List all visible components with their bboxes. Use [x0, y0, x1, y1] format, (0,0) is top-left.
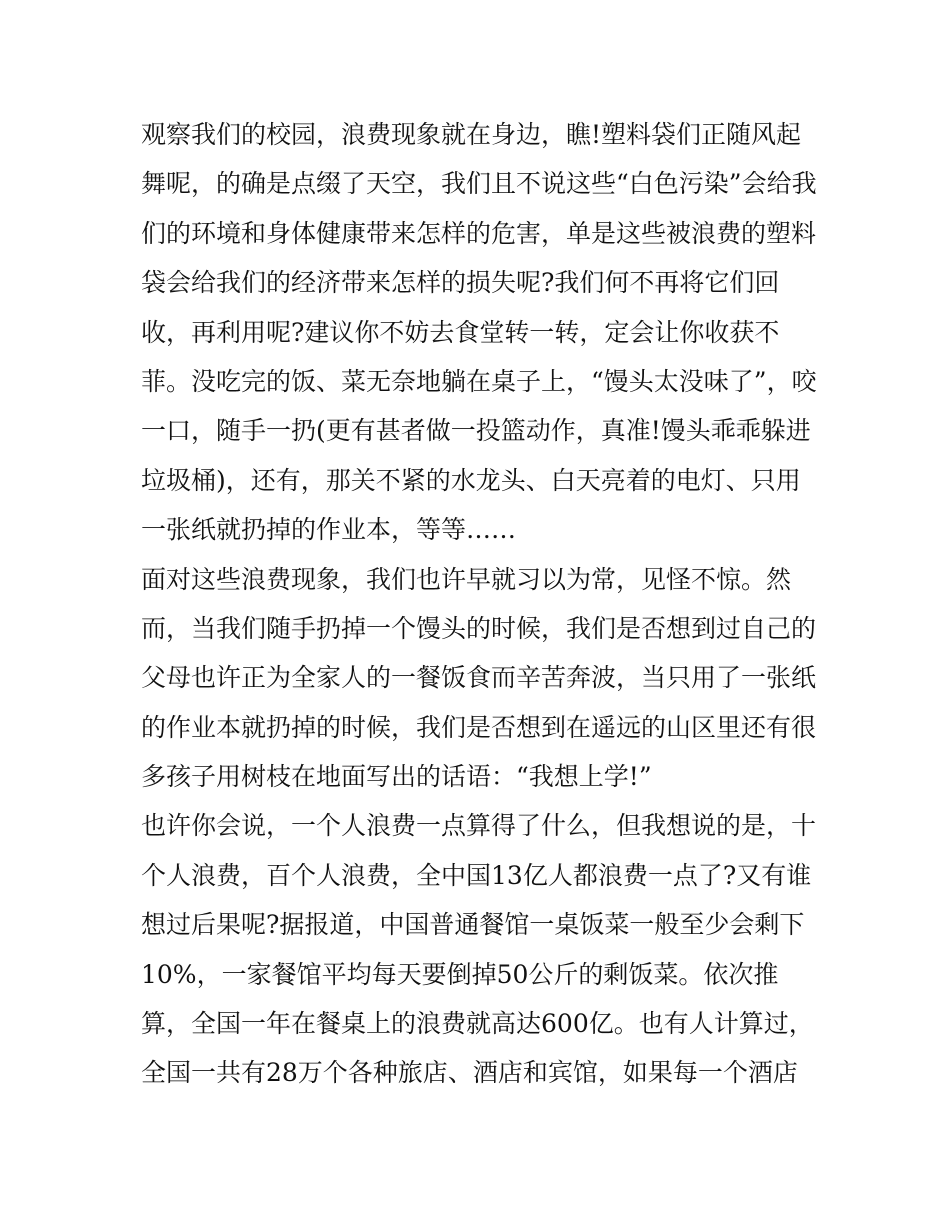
- text-line: 10%，一家餐馆平均每天要倒掉50公斤的剩饭菜。依次推: [141, 959, 779, 989]
- text-line: 舞呢，的确是点缀了天空，我们且不说这些“白色污染”会给我: [141, 169, 817, 199]
- text-line: 垃圾桶)，还有，那关不紧的水龙头、白天亮着的电灯、只用: [141, 465, 801, 495]
- text-line: 多孩子用树枝在地面写出的话语：“我想上学!”: [141, 762, 652, 792]
- text-line: 面对这些浪费现象，我们也许早就习以为常，见怪不惊。然: [141, 564, 792, 594]
- text-line: 的作业本就扔掉的时候，我们是否想到在遥远的山区里还有很: [141, 712, 817, 742]
- text-line: 菲。没吃完的饭、菜无奈地躺在桌子上，“馒头太没味了”，咬: [141, 366, 817, 396]
- text-line: 观察我们的校园，浪费现象就在身边，瞧!塑料袋们正随风起: [141, 120, 802, 149]
- text-line: 一口，随手一扔(更有甚者做一投篮动作，真准!馒头乖乖躲进: [141, 416, 811, 446]
- text-line: 们的环境和身体健康带来怎样的危害，单是这些被浪费的塑料: [141, 218, 817, 248]
- text-line: 个人浪费，百个人浪费，全中国13亿人都浪费一点了?又有谁: [141, 860, 812, 890]
- text-line: 也许你会说，一个人浪费一点算得了什么，但我想说的是，十: [141, 811, 817, 841]
- text-line: 父母也许正为全家人的一餐饭食而辛苦奔波，当只用了一张纸: [141, 663, 817, 693]
- body-text: [141, 110, 821, 1098]
- text-line: 收，再利用呢?建议你不妨去食堂转一转，定会让你收获不: [141, 317, 780, 347]
- text-line: 想过后果呢?据报道，中国普通餐馆一桌饭菜一般至少会剩下: [141, 910, 805, 940]
- text-line: 而，当我们随手扔掉一个馒头的时候，我们是否想到过自己的: [141, 613, 817, 643]
- text-line: 算，全国一年在餐桌上的浪费就高达600亿。也有人计算过，: [141, 1009, 814, 1039]
- text-line: 一张纸就扔掉的作业本，等等……: [141, 515, 517, 545]
- text-line: 袋会给我们的经济带来怎样的损失呢?我们何不再将它们回: [141, 268, 780, 298]
- text-line: 全国一共有28万个各种旅店、酒店和宾馆，如果每一个酒店: [141, 1058, 798, 1088]
